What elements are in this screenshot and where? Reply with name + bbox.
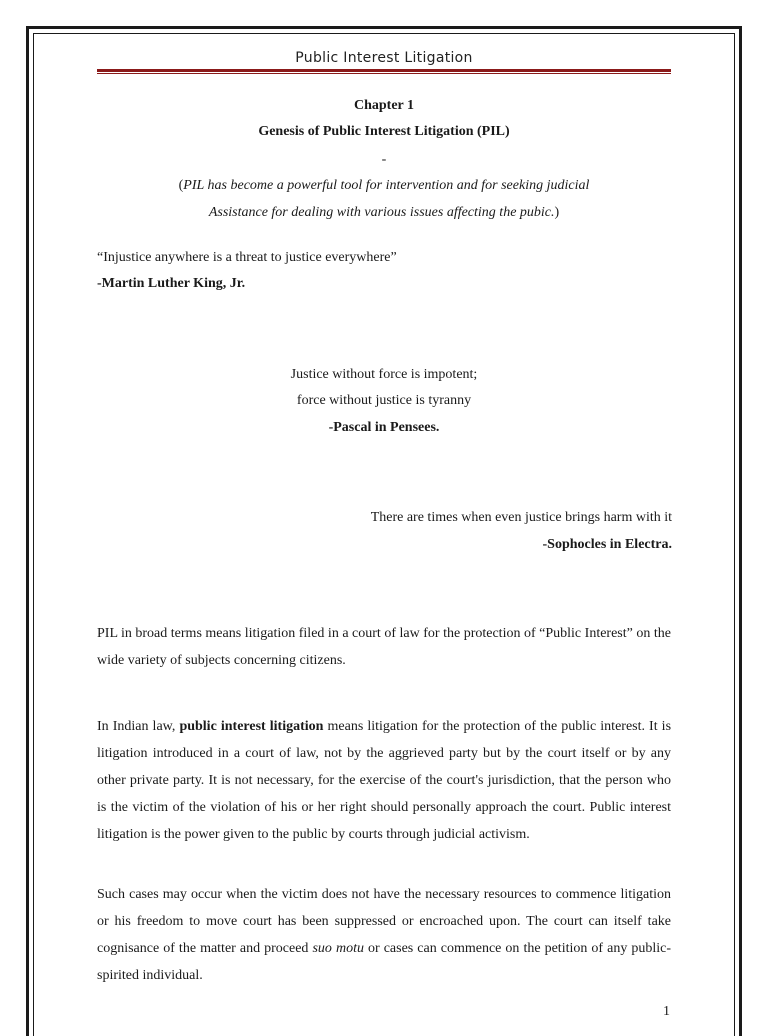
chapter-label: Chapter 1 (353, 98, 415, 113)
quote-sophocles-text: There are times when even justice brings harm with it (370, 510, 672, 525)
chapter-subtitle-line2: Assistance for dealing with various issues affecting the pubic.) (208, 205, 560, 220)
quote-sophocles-author: -Sophocles in Electra. (542, 537, 672, 552)
quote-pascal-author: -Pascal in Pensees. (328, 420, 440, 435)
page-number: 1 (663, 1004, 670, 1019)
chapter-subtitle-line1: (PIL has become a powerful tool for intervention and for seeking judicial (178, 178, 590, 193)
chapter-title: Genesis of Public Interest Litigation (PIL) (258, 124, 510, 139)
header-rule (97, 69, 671, 76)
running-header: Public Interest Litigation (295, 50, 473, 66)
quote-pascal-line1: Justice without force is impotent; (290, 367, 478, 382)
quote-king-text: “Injustice anywhere is a threat to justice everywhere” (97, 250, 397, 265)
chapter-dash: - (381, 152, 387, 167)
paragraph-indian-law: In Indian law, public interest litigation means litigation for the protection of the public interest. It is litigation introduced in a court of law, not by the aggrieved party but by the court itself or by any other private party. It is not necessary, for the exercise of the court's jurisdiction, that the person who is the victim of the violation of his or her right should personally approach the court. Public interest litigation is the power given to the public by courts through judicial activism. (97, 719, 672, 842)
quote-king-author: -Martin Luther King, Jr. (97, 276, 246, 291)
quote-pascal-line2: force without justice is tyranny (296, 393, 472, 408)
paragraph-cases: Such cases may occur when the victim does not have the necessary resources to commence litigation or his freedom to move court has been suppressed or encroached upon. The court can itself take cognisance of the matter and proceed suo motu or cases can commence on the petition of any public-spirited individual. (97, 887, 672, 983)
paragraph-pil-definition: PIL in broad terms means litigation filed in a court of law for the protection of “Public Interest” on the wide variety of subjects concerning citizens. (97, 626, 671, 668)
